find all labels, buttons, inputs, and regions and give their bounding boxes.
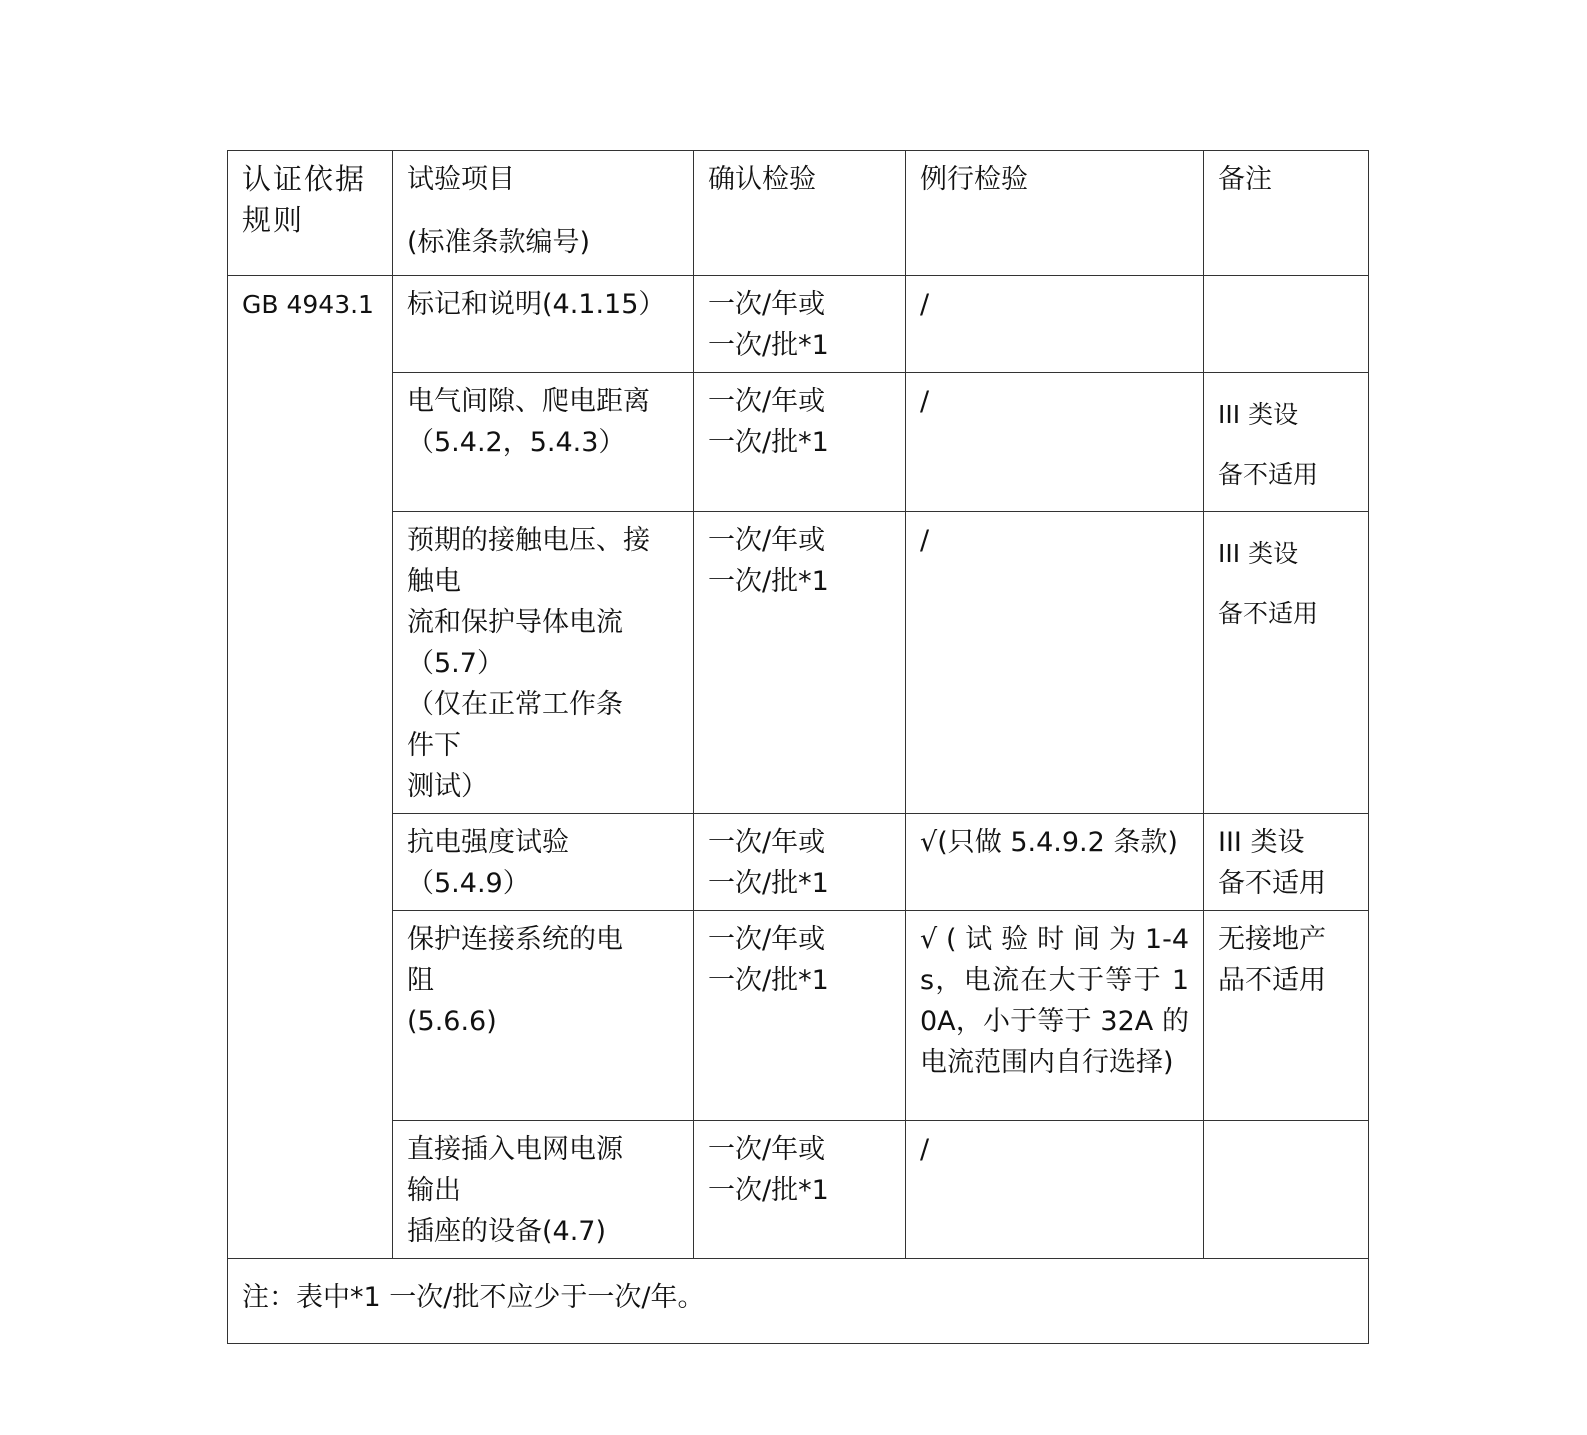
remark-cell [1204,512,1369,814]
item-line: 测试） [407,771,488,802]
confirm-line: 一次/年或 [708,525,826,556]
confirm-line: 一次/批*1 [708,427,829,458]
remark-cell [1204,373,1369,512]
header-routine: 例行检验 [906,151,1204,276]
confirm-line: 一次/批*1 [708,566,829,597]
confirm-cell [694,512,906,814]
item-line: 流和保护导体电流 [407,607,623,638]
remark-line: III 类设 [1218,539,1299,568]
item-line: 标记和说明(4.1.15） [407,289,666,320]
remark-line: 备不适用 [1218,460,1319,489]
confirm-line: 一次/批*1 [708,965,829,996]
routine-cell: / [906,512,1204,814]
confirm-line: 一次/年或 [708,1134,826,1165]
confirm-line: 一次/批*1 [708,1175,829,1206]
remark-line: 备不适用 [1218,868,1326,899]
table-row [228,373,1369,512]
confirm-cell [694,373,906,512]
remark-line: 无接地产 [1218,924,1326,955]
routine-cell: √ ( 试 验 时 间 为 1-4s，电流在大于等于 10A，小于等于 32A 的电流范围内自行选择) [906,911,1204,1121]
remark-line: 品不适用 [1218,965,1326,996]
standard-cell: GB 4943.1 [228,276,393,1259]
remark-cell [1204,1121,1369,1259]
confirm-line: 一次/年或 [708,386,826,417]
item-line: 阻 [407,965,434,996]
confirm-line: 一次/批*1 [708,868,829,899]
confirm-cell [694,276,906,373]
remark-line: 备不适用 [1218,599,1319,628]
table-header-row [228,151,1369,276]
header-item-sub: (标准条款编号) [407,227,591,258]
item-line: 插座的设备(4.7) [407,1216,607,1247]
item-line: 电气间隙、爬电距离 [407,386,650,417]
confirm-cell [694,911,906,1121]
remark-cell [1204,911,1369,1121]
item-line: 抗电强度试验 [407,827,569,858]
table-note: 注：表中*1 一次/批不应少于一次/年。 [228,1259,1369,1344]
item-line: （5.4.9） [407,868,530,899]
table-row [228,814,1369,911]
routine-cell: / [906,1121,1204,1259]
header-item-label: 试验项目 [407,164,515,195]
item-line: 触电 [407,566,461,597]
item-cell [393,814,694,911]
header-remark: 备注 [1204,151,1369,276]
item-cell [393,911,694,1121]
item-line: 输出 [407,1175,461,1206]
confirm-line: 一次/年或 [708,827,826,858]
item-line: 件下 [407,730,461,761]
item-cell [393,276,694,373]
remark-line: III 类设 [1218,400,1299,429]
routine-cell: √(只做 5.4.9.2 条款) [906,814,1204,911]
remark-cell [1204,276,1369,373]
item-cell [393,512,694,814]
header-item [393,151,694,276]
item-line: 预期的接触电压、接 [407,525,650,556]
remark-line: III 类设 [1218,827,1305,858]
item-cell [393,1121,694,1259]
table-row [228,512,1369,814]
confirm-line: 一次/年或 [708,289,826,320]
item-line: （仅在正常工作条 [407,689,623,720]
item-line: （5.4.2，5.4.3） [407,427,626,458]
inspection-table [227,150,1369,1344]
confirm-line: 一次/年或 [708,924,826,955]
header-basis: 认证依据规则 [228,151,393,276]
item-line: 保护连接系统的电 [407,924,623,955]
note-row [228,1259,1369,1344]
routine-cell: / [906,373,1204,512]
routine-cell: / [906,276,1204,373]
table-row [228,1121,1369,1259]
confirm-cell [694,814,906,911]
confirm-line: 一次/批*1 [708,330,829,361]
table-row [228,911,1369,1121]
table-row [228,276,1369,373]
header-confirm: 确认检验 [694,151,906,276]
item-line: (5.6.6) [407,1006,497,1037]
item-line: （5.7） [407,648,504,679]
item-cell [393,373,694,512]
confirm-cell [694,1121,906,1259]
remark-cell [1204,814,1369,911]
item-line: 直接插入电网电源 [407,1134,623,1165]
